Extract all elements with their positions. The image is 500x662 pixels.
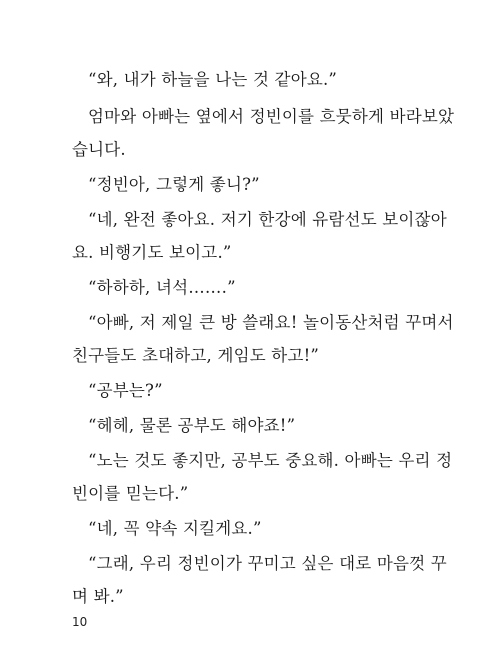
- text-line: 친구들도 초대하고, 게임도 하고!”: [72, 346, 320, 365]
- text-line: 요. 비행기도 보이고.”: [72, 243, 232, 262]
- text-line: “네, 꼭 약속 지킬게요.”: [88, 519, 262, 538]
- text-line: “노는 것도 좋지만, 공부도 중요해. 아빠는 우리 정: [88, 451, 453, 470]
- text-line: “와, 내가 하늘을 나는 것 같아요.”: [88, 70, 338, 89]
- text-line: “아빠, 저 제일 큰 방 쓸래요! 놀이동산처럼 꾸며서: [88, 313, 454, 332]
- text-line: 습니다.: [72, 140, 126, 159]
- text-line: “정빈아, 그렇게 좋니?”: [88, 175, 260, 194]
- text-line: 빈이를 믿는다.”: [72, 484, 189, 503]
- text-line: 며 봐.”: [72, 587, 124, 606]
- text-line: 엄마와 아빠는 옆에서 정빈이를 흐뭇하게 바라보았: [88, 107, 455, 126]
- text-line: “네, 완전 좋아요. 저기 한강에 유람선도 보이잖아: [88, 210, 447, 229]
- text-line: “그래, 우리 정빈이가 꾸미고 싶은 대로 마음껏 꾸: [88, 554, 447, 573]
- text-line: “하하하, 녀석…….”: [88, 278, 236, 297]
- text-line: “공부는?”: [88, 381, 163, 400]
- page-number: 10: [72, 615, 88, 629]
- text-line: “헤헤, 물론 공부도 해야죠!”: [88, 416, 296, 435]
